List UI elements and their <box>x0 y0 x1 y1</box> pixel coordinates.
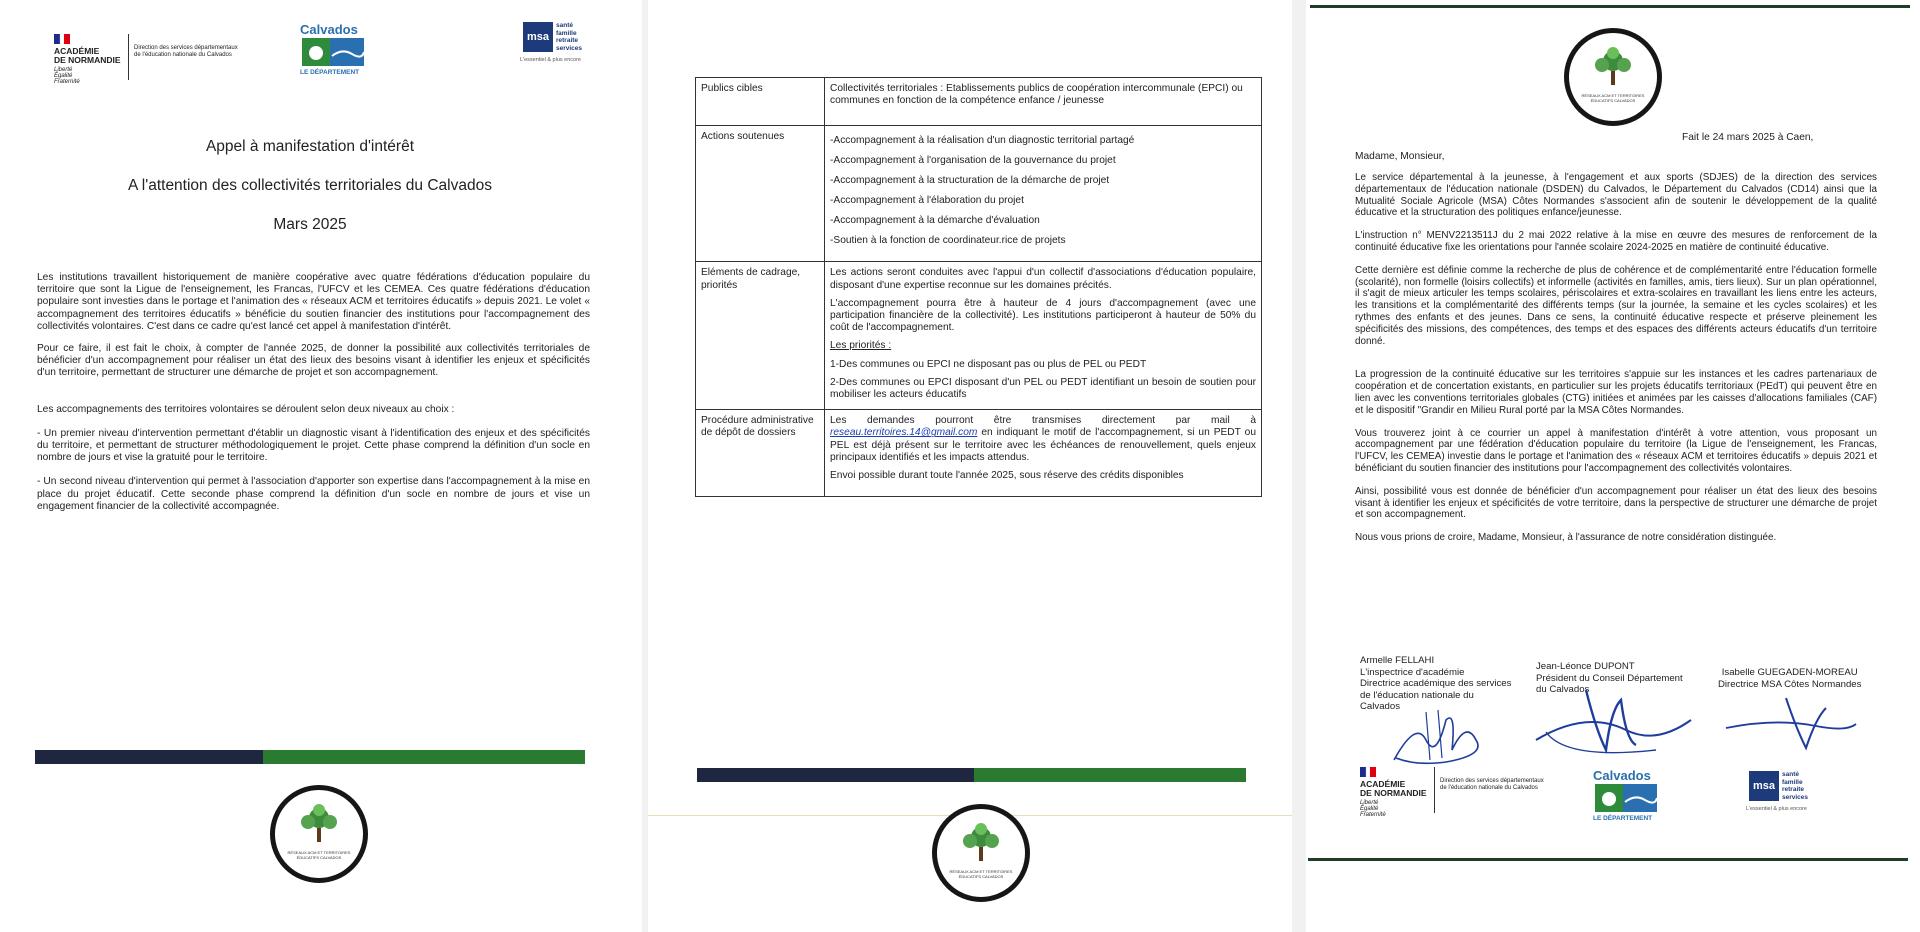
row-label: Eléments de cadrage, priorités <box>696 262 825 410</box>
seal-caption: RÉSEAUX ACM ET TERRITOIRES ÉDUCATIFS CALVADOS <box>287 850 351 860</box>
cell-text: -Accompagnement à la réalisation d'un diagnostic territorial partagé <box>830 135 1135 147</box>
row-content <box>825 126 1262 262</box>
email-link[interactable]: reseau.territoires.14@gmail.com <box>830 427 978 439</box>
divider <box>1434 767 1435 813</box>
paragraph: Le service départemental à la jeunesse, à l'engagement et aux sports (SDJES) de la direction des services départementaux de l'éducation nationale (DSDEN) du Calvados, le Département du Calvados (CD14) ainsi que la Mutualité Sociale Agricole (MSA) Côtes Normandes s'associent afin de soutenir le développement de la qualité éducative et la structuration des politiques enfance/jeunesse. <box>1355 172 1877 219</box>
table-row <box>696 262 1262 410</box>
network-seal <box>270 785 368 883</box>
cell-text: -Accompagnement à la démarche d'évaluation <box>830 215 1040 227</box>
tree-icon <box>297 804 341 844</box>
calvados-logo <box>300 22 370 80</box>
page-1 <box>0 0 642 932</box>
handwritten-signature-1 <box>1386 700 1496 770</box>
row-content <box>825 262 1262 410</box>
paragraph: La progression de la continuité éducative sur les territoires s'appuie sur les instances et les cadres partenariaux de coopération et de concertation existants, en particulier sur les projets éducatifs territoriaux (PEdT) qui peuvent être en lien avec les conventions territoriales globales (CTG) initiées et animées par les caisses d'allocations familiales (CAF) et le dispositif "Grandir en Milieu Rural porté par la MSA Côtes Normandes. <box>1355 369 1877 416</box>
msa-l4: services <box>1782 793 1809 801</box>
academie-brand: ACADÉMIE <box>1360 779 1406 789</box>
network-seal <box>1564 28 1662 126</box>
doc-subtitle: A l'attention des collectivités territoriales du Calvados <box>128 177 492 194</box>
signatory-role: Président du Conseil Département <box>1536 672 1683 684</box>
msa-labels <box>1782 771 1808 801</box>
msa-acronym: msa <box>1749 771 1779 801</box>
cell-text: L'accompagnement pourra être à hauteur de 4 jours d'accompagnement (avec une participation financière de la collectivité). Les institutions participeront à hauteur de 50% du coût de l'accompagnement. <box>830 297 1256 334</box>
paragraph: L'instruction n° MENV2213511J du 2 mai 2022 relative à la mise en œuvre des mesures de renforcement de la continuité éducative fixe les orientations pour l'année scolaire 2024-2025 en matière de continuité éducative. <box>1355 230 1877 253</box>
signatory-role: Calvados <box>1360 701 1400 712</box>
motto: Liberté <box>54 67 73 73</box>
row-label: Publics cibles <box>696 78 825 126</box>
marianne-icon <box>54 34 70 44</box>
calvados-logo <box>1593 768 1663 826</box>
msa-tagline: L'essentiel & plus encore <box>520 57 581 63</box>
network-seal <box>932 804 1030 902</box>
marianne-icon <box>1360 767 1376 777</box>
motto: Fraternité <box>1360 812 1386 818</box>
signatory-role: de l'éducation nationale du <box>1360 689 1474 701</box>
msa-l3: retraite <box>556 37 579 44</box>
cell-text: -Accompagnement à l'organisation de la gouvernance du projet <box>830 155 1116 167</box>
direction-label: Direction des services départementaux de l'éducation nationale du Calvados <box>1440 778 1544 791</box>
academie-logo <box>1360 767 1560 817</box>
msa-labels <box>556 22 582 52</box>
salutation: Madame, Monsieur, <box>1355 151 1445 162</box>
msa-logo <box>1746 771 1836 821</box>
row-label: Actions soutenues <box>696 126 825 262</box>
cell-text: -Accompagnement à l'élaboration du projet <box>830 195 1024 207</box>
motto: Fraternité <box>54 79 80 85</box>
tree-icon <box>1591 47 1635 87</box>
row-content <box>825 410 1262 497</box>
msa-tagline: L'essentiel & plus encore <box>1746 806 1807 812</box>
tree-icon <box>959 823 1003 863</box>
handwritten-signature-2 <box>1526 670 1696 765</box>
letter-date: Fait le 24 mars 2025 à Caen, <box>1682 132 1814 143</box>
academie-brand2: DE NORMANDIE <box>1360 788 1427 798</box>
paragraph: Pour ce faire, il est fait le choix, à compter de l'année 2025, de donner la possibilité aux collectivités territoriales de bénéficier d'un accompagnement pour réaliser un état des lieux des besoins visant à identifier les enjeux et spécificités d'un territoire, permettant de structurer une démarche de projet et son accompagnement. <box>37 343 590 379</box>
signatory-name: Jean-Léonce DUPONT <box>1536 661 1635 672</box>
msa-l3: retraite <box>1782 786 1805 793</box>
signature-block-3 <box>1718 667 1861 690</box>
paragraph: - Un second niveau d'intervention qui permet à l'association d'apporter son expertise dans l'accompagnement à la mise en place du projet éducatif. Cette seconde phase comprend la définition d'un socle en nombre de jours et vise un engagement financier de la collectivité accompagnée. <box>37 476 590 512</box>
page-2 <box>648 0 1292 932</box>
table-row <box>696 126 1262 262</box>
cell-text <box>830 415 1256 464</box>
cell-text: Collectivités territoriales : Etablissements publics de coopération intercommunale (EPCI) ou communes en fonction de la compétence enfance / jeunesse <box>830 83 1243 107</box>
cell-text: Les demandes pourront être transmises directement par mail à <box>830 415 1256 427</box>
row-content <box>825 78 1262 126</box>
msa-acronym: msa <box>523 22 553 52</box>
signatory-role: Directrice MSA Côtes Normandes <box>1718 678 1862 690</box>
doc-title: Appel à manifestation d'intérêt <box>205 138 415 155</box>
calvados-sub: LE DÉPARTEMENT <box>1593 815 1653 822</box>
msa-l1: santé <box>556 22 573 29</box>
cell-text: -Accompagnement à la structuration de la démarche de projet <box>830 175 1110 187</box>
letter-body <box>1355 172 1877 544</box>
paragraph: Les institutions travaillent historiquement de manière coopérative avec quatre fédérations d'éducation populaire du territoire que sont la Ligue de l'enseignement, les Francas, l'UFCV et les CEMEA. Ces quatre fédérations d'éducation populaire sont investies dans le portage et l'animation des « réseaux ACM et territoires éducatifs » depuis 2021. Le volet « accompagnement des territoires éducatifs » bénéficie du soutien financier des institutions pour l'accompagnement des collectivités volontaires. C'est dans ce cadre qu'est lancé cet appel à manifestation d'intérêt. <box>37 272 590 332</box>
motto: Égalité <box>1360 806 1379 812</box>
cell-text: en indiquant le motif de l'accompagnement, si un PEDT ou PEL est déjà présent sur le territoire avec les échéances de renouvellement, quels enjeux principaux identifiés et les impacts attendus. <box>830 427 1256 463</box>
paragraph: Cette dernière est définie comme la recherche de plus de cohérence et de complémentarité entre l'éducation formelle (scolarité), non formelle (loisirs collectifs) et informelle (activités en familles, amis, tiers lieux). Sur un plan opérationnel, il s'agit de mieux articuler les temps scolaires, périscolaires et extra-scolaires en travaillant les liens entre les acteurs, les transitions et la complémentarité des différents temps (sur la journée, la semaine et les cycles scolaires) et les rythmes des enfants et des jeunes. Dans ce sens, la continuité éducative respecte et préserve pleinement les spécificités des missions, des compétences, des temps et des espaces des différents acteurs éducatifs d'un territoire donné. <box>1355 264 1877 347</box>
calvados-emblem-icon <box>1595 784 1657 812</box>
divider <box>128 34 129 80</box>
cell-text: 1-Des communes ou EPCI ne disposant pas ou plus de PEL ou PEDT <box>830 358 1147 370</box>
footer-bar <box>35 750 585 764</box>
cell-text: Les priorités : <box>830 340 892 352</box>
cell-text: Les actions seront conduites avec l'appui d'un collectif d'associations d'éducation populaire, disposant d'une expertise reconnue sur les domaines précités. <box>830 267 1256 291</box>
signatory-role: L'inspectrice d'académie <box>1360 666 1465 678</box>
calvados-name: Calvados <box>300 22 358 37</box>
msa-logo <box>520 22 610 72</box>
signatory-role: Directrice académique des services <box>1360 678 1512 689</box>
handwritten-signature-3 <box>1716 688 1866 758</box>
footer-bar <box>697 768 1246 782</box>
msa-l4: services <box>556 44 583 52</box>
signatory-name: Armelle FELLAHI <box>1360 655 1435 666</box>
signatory-role: du Calvados <box>1536 684 1590 695</box>
calvados-emblem-icon <box>302 38 364 66</box>
cell-text: 2-Des communes ou EPCI disposant d'un PEL ou PEDT identifiant un besoin de soutien pour mobiliser les acteurs éducatifs <box>830 376 1256 401</box>
msa-l2: famille <box>556 29 577 37</box>
ami-table <box>695 77 1262 497</box>
cell-text: -Soutien à la fonction de coordinateur.rice de projets <box>830 235 1066 247</box>
seal-caption: RÉSEAUX ACM ET TERRITOIRES ÉDUCATIFS CALVADOS <box>949 869 1013 879</box>
table-row <box>696 410 1262 497</box>
body-text <box>37 272 590 513</box>
msa-l1: santé <box>1782 771 1799 778</box>
top-rule <box>1310 5 1910 8</box>
paragraph: - Un premier niveau d'intervention permettant d'établir un diagnostic visant à l'identification des enjeux et des spécificités du territoire, et permettant de structurer méthodologiquement le projet. Cette phase comprend la définition d'un socle en nombre de jours et vise la gratuité pour le territoire. <box>37 427 590 464</box>
table-row <box>696 78 1262 126</box>
page-3 <box>1306 0 1920 932</box>
calvados-sub: LE DÉPARTEMENT <box>300 69 360 76</box>
academie-logo <box>54 34 254 84</box>
paragraph: Nous vous prions de croire, Madame, Monsieur, à l'assurance de notre considération distinguée. <box>1355 532 1777 544</box>
bottom-rule <box>1308 858 1908 861</box>
page-gap <box>1292 0 1306 932</box>
academie-brand: ACADÉMIE <box>54 46 100 56</box>
signatory-name: Isabelle GUEGADEN-MOREAU <box>1721 667 1858 678</box>
cell-text: Envoi possible durant toute l'année 2025, sous réserve des crédits disponibles <box>830 470 1184 482</box>
calvados-name: Calvados <box>1593 768 1651 783</box>
paragraph: Ainsi, possibilité vous est donnée de bénéficier d'un accompagnement pour réaliser un état des lieux des besoins visant à identifier les enjeux et spécificités de votre territoire, dans la perspective de structurer une démarche de projet et son accompagnement. <box>1355 485 1877 521</box>
msa-l2: famille <box>1782 778 1803 786</box>
doc-date: Mars 2025 <box>273 216 347 233</box>
paragraph: Les accompagnements des territoires volontaires se déroulent selon deux niveaux au choix : <box>37 403 455 415</box>
academie-brand2: DE NORMANDIE <box>54 55 121 65</box>
row-label: Procédure administrative de dépôt de dossiers <box>696 410 825 497</box>
motto: Liberté <box>1360 800 1379 806</box>
motto: Égalité <box>54 73 73 79</box>
paragraph: Vous trouverez joint à ce courrier un appel à manifestation d'intérêt à votre attention, vous proposant un accompagnement par une fédération d'éducation populaire du territoire (la Ligue de l'enseignement, les Francas, l'UFCV, les CEMEA) investie dans le portage et l'animation des « réseaux ACM et territoires éducatifs » depuis 2021 et bénéficiant du soutien financier des institutions pour l'accompagnement des collectivités volontaires. <box>1355 427 1877 474</box>
direction-label: Direction des services départementaux de l'éducation nationale du Calvados <box>134 45 238 58</box>
seal-caption: RÉSEAUX ACM ET TERRITOIRES ÉDUCATIFS CALVADOS <box>1581 93 1645 103</box>
